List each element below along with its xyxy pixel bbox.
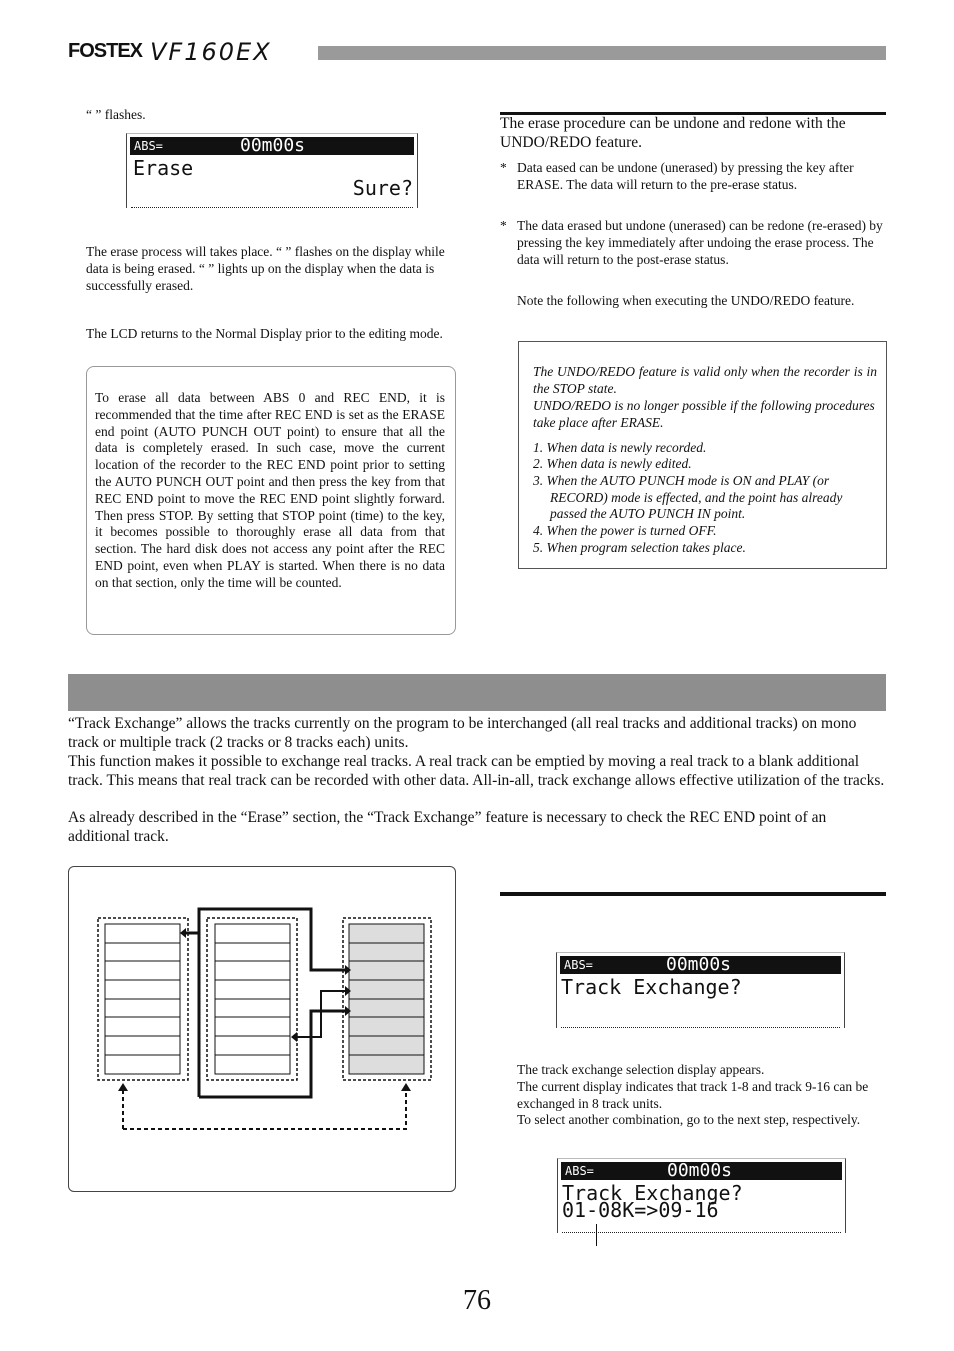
lcd3-line-1: Track Exchange?	[562, 1181, 743, 1205]
cursor-pointer-line	[596, 1224, 597, 1246]
lcd-erase	[126, 133, 418, 208]
lcd2-abs-label: ABS=	[564, 958, 593, 972]
procedure-rule	[500, 892, 886, 896]
lcd-time: 00m00s	[240, 135, 306, 156]
lcd2-header	[560, 956, 841, 974]
lcd-track-exchange	[556, 952, 845, 1028]
box-para-2: UNDO/REDO is no longer possible if the following procedures take place after ERASE.	[533, 398, 875, 430]
track-diagram-box	[68, 866, 456, 1192]
box-para-1: The UNDO/REDO feature is valid only when the recorder is in the STOP state.	[533, 364, 877, 396]
lcd3-abs-label: ABS=	[565, 1164, 594, 1178]
fostex-logo: FOSTEX	[68, 40, 143, 62]
level-meter	[562, 1222, 841, 1233]
model-logo: VF160EX	[150, 38, 272, 66]
box-item-2: 2. When data is newly edited.	[533, 456, 692, 471]
lcd-abs-label: ABS=	[134, 139, 163, 153]
dashed-return-path	[123, 1089, 406, 1129]
undo-intro: The erase procedure can be undone and redone with the UNDO/REDO feature.	[500, 115, 846, 151]
box-item-1: 1. When data is newly recorded.	[533, 440, 707, 455]
lcd3-line-2: 01-08K=>09-16	[562, 1198, 719, 1222]
lcd-track-select	[557, 1158, 846, 1233]
undo-note-box	[518, 341, 887, 569]
page-number: 76	[463, 1285, 491, 1316]
box-item-3: 3. When the AUTO PUNCH mode is ON and PLAY (or	[533, 473, 830, 488]
select-text: To select another combination, go to the next step, respectively.	[517, 1112, 861, 1127]
lcd-line-2: Sure?	[352, 176, 413, 200]
header-bar	[318, 46, 886, 60]
note-following: Note the following when executing the UNDO/REDO feature.	[517, 293, 855, 308]
box-item-3b: RECORD) mode is effected, and the point has already	[550, 490, 843, 505]
track-group-3	[349, 924, 424, 1074]
track-exchange-para-1: “Track Exchange” allows the tracks currently on the program to be interchanged (all real tracks and additional tracks) on mono track or multiple track (2 tracks or 8 tracks each) units.	[68, 715, 857, 751]
lcd2-line-1: Track Exchange?	[561, 975, 742, 999]
lcd-header	[130, 137, 414, 155]
lcd3-header	[561, 1162, 842, 1180]
bullet-2: The data erased but undone (unerased) can be redone (re-erased) by pressing the key immediately after undoing the erase process. The data will return to the post-erase status.	[517, 218, 883, 267]
box-item-3c: passed the AUTO PUNCH IN point.	[550, 506, 746, 521]
flash-text: “ ” flashes.	[86, 107, 146, 122]
track-diagram	[69, 867, 455, 1191]
track-group-1	[105, 924, 180, 1074]
track-exchange-para-3: As already described in the “Erase” section, the “Track Exchange” feature is necessary to check the REC END point of an additional track.	[68, 809, 827, 845]
bullet-star-1: *	[500, 160, 507, 175]
track-exchange-para-2: This function makes it possible to exchange real tracks. A real track can be emptied by moving a real track to a blank additional track. This means that real track can be recorded with other data. All-in-all, track exchange allows effective utilization of the tracks.	[68, 753, 885, 789]
erase-process-text: The erase process will takes place. “ ” flashes on the display while data is being erased. “ ” lights up on the display when the data is successfully erased.	[86, 244, 445, 293]
erase-note-box	[86, 366, 456, 635]
level-meter	[561, 1017, 840, 1028]
selection-text: The track exchange selection display appears.	[517, 1062, 765, 1077]
box-item-4: 4. When the power is turned OFF.	[533, 523, 717, 538]
lcd-line-1: Erase	[133, 156, 194, 180]
box-item-5: 5. When program selection takes place.	[533, 540, 746, 555]
track-group-2	[215, 924, 290, 1074]
bullet-1: Data eased can be undone (unerased) by pressing the key after ERASE. The data will return to the pre-erase status.	[517, 160, 854, 192]
exchange-path-mid	[295, 991, 345, 1037]
lcd3-time: 00m00s	[667, 1160, 733, 1181]
lcd-return-text: The LCD returns to the Normal Display prior to the editing mode.	[86, 326, 443, 341]
level-meter	[131, 197, 413, 208]
current-text: The current display indicates that track 1-8 and track 9-16 can be exchanged in 8 track units.	[517, 1079, 869, 1111]
track-exchange-heading-bar	[68, 674, 886, 711]
lcd2-time: 00m00s	[666, 954, 732, 975]
bullet-star-2: *	[500, 218, 507, 233]
erase-note-text: To erase all data between ABS 0 and REC END, it is recommended that the time after REC END is set as the ERASE end point (AUTO PUNCH OUT point) to ensure that all the data is completely erased. In such case, move the current location of the recorder to the REC END point prior to setting the AUTO PUNCH OUT point and then press the key from that REC END point to move the REC END point slightly forward. Then press STOP. By setting that STOP point (time) to the key, it becomes possible to thoroughly erase all data from that section. The hard disk does not access any point after the REC END point, even when PLAY is started. When there is no data on that section, only the time will be counted.	[95, 390, 445, 590]
